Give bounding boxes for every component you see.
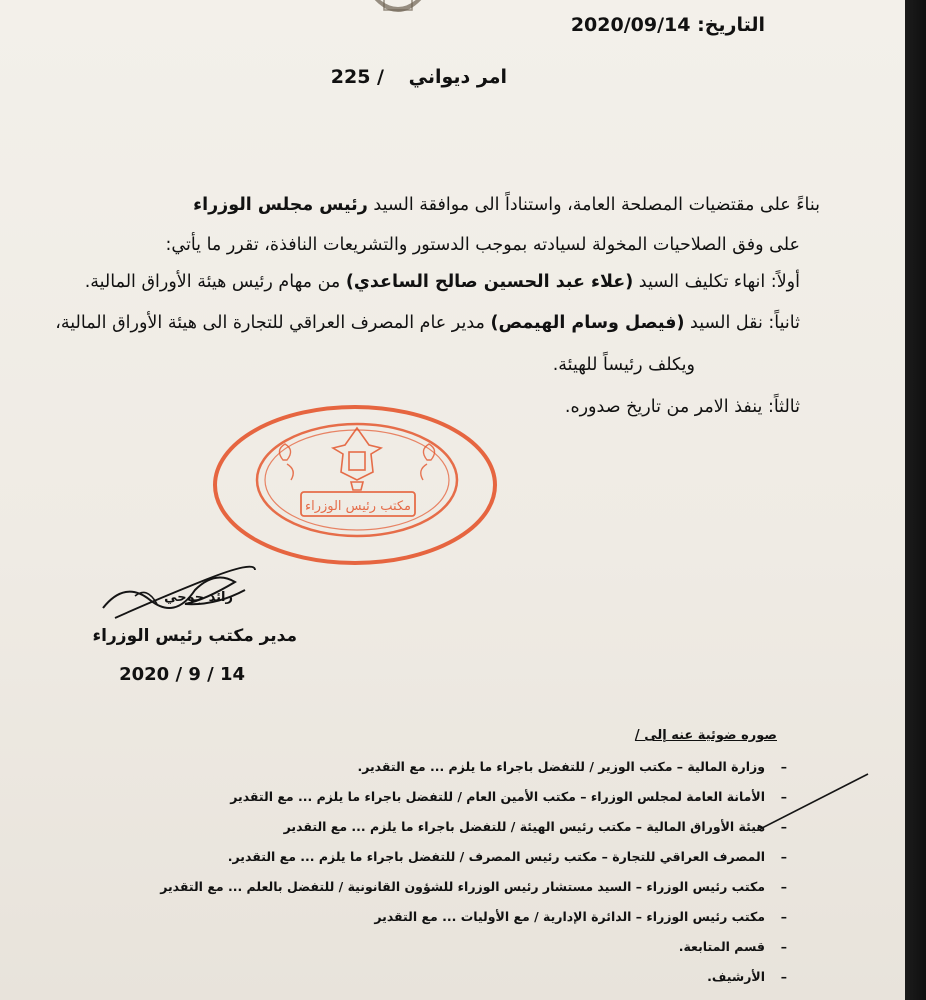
signature-date: 2020 / 9 / 14 [119, 664, 245, 685]
body-line-4 [55, 313, 800, 333]
background-edge [905, 0, 926, 1000]
date-value: 2020/09/14 [570, 14, 691, 36]
list-item: – مكتب رئيس الوزراء – السيد مستشار رئيس الوزراء للشؤون القانونية / للتفضل بالعلم ... مع التقدير [160, 879, 787, 894]
body-line-1 [193, 195, 820, 215]
body-text-bold: رئيس مجلس الوزراء [193, 195, 368, 215]
body-text: مدير عام المصرف العراقي للتجارة الى هيئة الأوراق المالية، [55, 313, 491, 333]
list-item: – وزارة المالية – مكتب الوزير / للتفضل باجراء ما يلزم ... مع التقدير. [357, 759, 787, 774]
body-text-bold: (علاء عبد الحسين صالح الساعدي) [345, 272, 634, 292]
cc-heading: صوره ضوئية عنه إلى / [634, 728, 777, 743]
body-line-2: على وفق الصلاحيات المخولة لسيادته بموجب الدستور والتشريعات النافذة، تقرر ما يأتي: [165, 235, 800, 255]
body-line-5: ويكلف رئيساً للهيئة. [552, 355, 695, 375]
cc-list [87, 758, 787, 998]
body-text: أولاً: انهاء تكليف السيد [633, 272, 800, 292]
body-text: ثانياً: نقل السيد [684, 313, 800, 333]
official-stamp [205, 400, 505, 570]
list-item: – قسم المتابعة. [678, 939, 787, 954]
order-label: امر ديواني [408, 66, 507, 88]
body-line-3 [85, 272, 800, 292]
eagle-emblem-icon [333, 428, 381, 490]
stamp-text: مكتب رئيس الوزراء [304, 499, 412, 514]
list-item: – الأرشيف. [707, 969, 787, 984]
list-item: – المصرف العراقي للتجارة – مكتب رئيس المصرف / للتفضل باجراء ما يلزم ... مع التقدير. [227, 849, 787, 864]
body-line-6: ثالثاً: ينفذ الامر من تاريخ صدوره. [564, 397, 800, 417]
list-item: – مكتب رئيس الوزراء – الدائرة الإدارية / مع الأوليات ... مع التقدير [374, 909, 787, 924]
body-text: من مهام رئيس هيئة الأوراق المالية. [84, 272, 346, 292]
signer-title: مدير مكتب رئيس الوزراء [92, 626, 297, 646]
signer-name: رائد جوحي [164, 590, 233, 605]
order-heading [331, 66, 507, 88]
body-text-bold: (فيصل وسام الهيمص) [490, 313, 685, 333]
body-text: بناءً على مقتضيات المصلحة العامة، واستناداً الى موافقة السيد [367, 195, 820, 215]
list-item: – الأمانة العامة لمجلس الوزراء – مكتب الأمين العام / للتفضل باجراء ما يلزم ... مع التقدير [230, 789, 787, 804]
order-number: / 225 [330, 66, 384, 88]
list-item: – هيئة الأوراق المالية – مكتب رئيس الهيئة / للتفضل باجراء ما يلزم ... مع التقدير [283, 819, 787, 834]
emblem-icon [358, 0, 438, 24]
date-label: التاريخ: [697, 14, 765, 36]
handwritten-mark [760, 770, 870, 830]
document-date [571, 14, 765, 36]
